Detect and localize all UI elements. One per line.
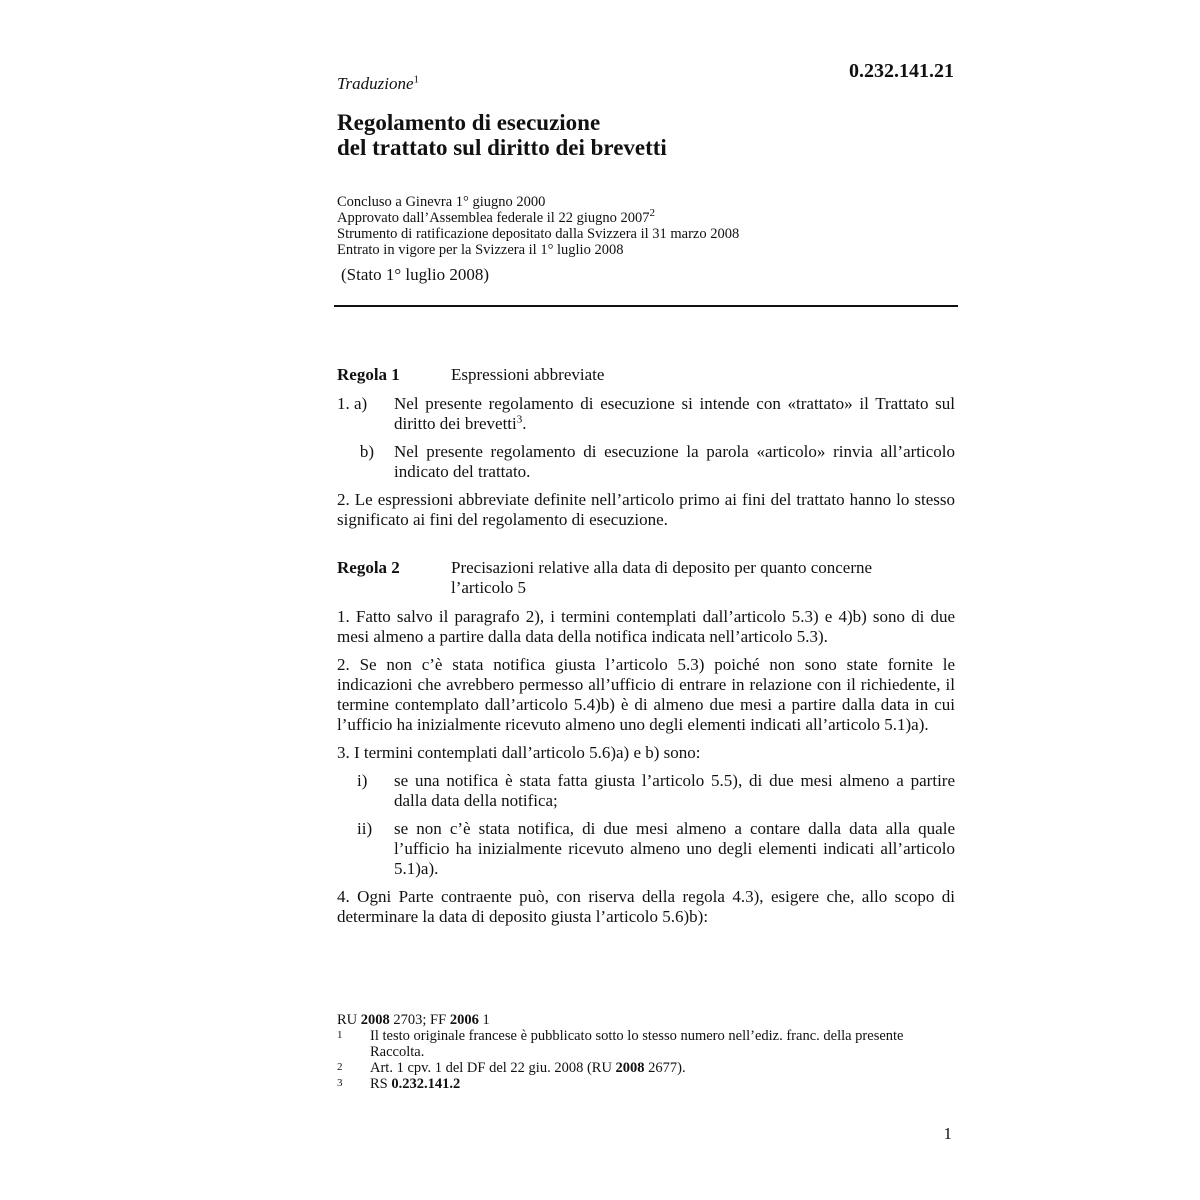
item-text: se non c’è stata notifica, di due mesi almeno a contare dalla data alla quale l’ufficio ha inizialmente ricevuto almeno uno degli elementi indicati all’articolo 5.1)a). — [394, 819, 955, 878]
meta-ratification: Strumento di ratificazione depositato dalla Svizzera il 31 marzo 2008 — [337, 226, 740, 242]
metadata-block — [337, 194, 739, 258]
rule-2-number: Regola 2 — [337, 558, 400, 577]
footnote-text: Il testo originale francese è pubblicato sotto lo stesso numero nell’ediz. franc. della presente Raccolta. — [370, 1028, 904, 1060]
rule-2-heading — [337, 558, 955, 598]
fn3-ref[interactable]: 0.232.141.2 — [391, 1076, 461, 1092]
footnote-ref-1[interactable]: 1 — [413, 73, 420, 86]
official-reference — [337, 1012, 937, 1028]
ru-prefix: RU — [337, 1012, 358, 1028]
fn2-text-a: Art. 1 cpv. 1 del DF del 22 giu. 2008 (RU — [370, 1060, 612, 1076]
footnote-3 — [337, 1076, 937, 1092]
fn3-prefix: RS — [370, 1076, 388, 1092]
ff-page: 1 — [482, 1012, 490, 1028]
meta-approved-text: Approvato dall’Assemblea federale il 22 giugno 2007 — [337, 210, 650, 226]
footnote-text — [370, 1060, 937, 1076]
ru-page: 2703; FF — [393, 1012, 447, 1028]
item-label: b) — [359, 442, 374, 461]
ff-year: 2006 — [449, 1012, 479, 1028]
title-line-2: del trattato sul diritto dei brevetti — [337, 135, 667, 160]
rule-2-section — [337, 558, 955, 927]
rule-1-title: Espressioni abbreviate — [451, 365, 605, 384]
item-text: Nel presente regolamento di esecuzione la parola «articolo» rinvia all’articolo indicato del trattato. — [394, 442, 955, 481]
fn2-year: 2008 — [615, 1060, 645, 1076]
rule-2-paragraph-3: 3. I termini contemplati dall’articolo 5.6)a) e b) sono: — [337, 743, 701, 762]
rule-1-number: Regola 1 — [337, 365, 400, 384]
rule-1-section — [337, 365, 955, 530]
meta-approved — [337, 207, 739, 226]
item-label: ii) — [357, 819, 373, 838]
footnote-2 — [337, 1060, 937, 1076]
document-title — [337, 110, 667, 160]
rule-1-paragraph-2: 2. Le espressioni abbreviate definite nell’articolo primo ai fini del trattato hanno lo stesso significato ai fini del regolamento di esecuzione. — [337, 490, 955, 529]
sr-number: 0.232.141.21 — [849, 60, 954, 82]
rule-1-heading — [337, 365, 955, 385]
rule-2-paragraph-4: 4. Ogni Parte contraente può, con riserva della regola 4.3), esigere che, allo scopo di determinare la data di deposito giusta l’articolo 5.6)b): — [337, 887, 955, 926]
meta-in-force: Entrato in vigore per la Svizzera il 1° luglio 2008 — [337, 242, 624, 258]
item-label: i) — [357, 771, 368, 790]
rule-2-paragraph-2: 2. Se non c’è stata notifica giusta l’articolo 5.3) poiché non sono state fornite le indicazioni che avrebbero permesso all’ufficio di entrare in relazione con il richiedente, il termine contemplato dall’articolo 5.4)b) è di almeno due mesi a partire dalla data in cui l’ufficio ha inizialmente ricevuto almeno uno degli elementi indicati all’articolo 5.1)a). — [337, 655, 955, 734]
footnote-text — [370, 1076, 937, 1092]
footnote-ref-2[interactable]: 2 — [649, 207, 655, 220]
footnote-1 — [337, 1028, 937, 1060]
item-a-text: Nel presente regolamento di esecuzione si intende con «trattato» il Trattato sul diritto dei brevetti — [394, 394, 955, 433]
rule-2-item-i — [337, 771, 955, 811]
rule-2-item-ii — [337, 819, 955, 879]
page-number: 1 — [943, 1124, 952, 1143]
footnote-ref-3[interactable]: 3 — [516, 413, 523, 426]
translation-text: Traduzione — [337, 74, 414, 93]
rule-1-item-a — [337, 394, 955, 434]
footnote-number: 1 — [337, 1029, 343, 1041]
horizontal-rule — [334, 305, 958, 307]
status-date: (Stato 1° luglio 2008) — [341, 265, 489, 284]
item-text: se una notifica è stata fatta giusta l’articolo 5.5), di due mesi almeno a partire dalla data della notifica; — [394, 771, 955, 810]
footnote-number: 3 — [337, 1077, 343, 1089]
translation-label — [337, 74, 419, 94]
item-label: 1. a) — [337, 394, 368, 413]
item-text: Nel presente regolamento di esecuzione si intende con «trattato» il Trattato sul diritto dei brevetti$^3$. — [394, 394, 955, 433]
meta-concluded: Concluso a Ginevra 1° giugno 2000 — [337, 194, 546, 210]
rule-2-title: Precisazioni relative alla data di deposito per quanto concerne l’articolo 5 — [451, 558, 873, 597]
footnotes — [337, 1012, 937, 1092]
title-line-1: Regolamento di esecuzione — [337, 110, 601, 135]
ru-year: 2008 — [360, 1012, 390, 1028]
footnote-number: 2 — [337, 1061, 343, 1073]
rule-2-paragraph-1: 1. Fatto salvo il paragrafo 2), i termini contemplati dall’articolo 5.3) e 4)b) sono di due mesi almeno a partire dalla data della notifica indicata nell’articolo 5.3). — [337, 607, 955, 646]
fn2-text-b: 2677). — [648, 1060, 686, 1076]
rule-1-item-b — [337, 442, 955, 482]
